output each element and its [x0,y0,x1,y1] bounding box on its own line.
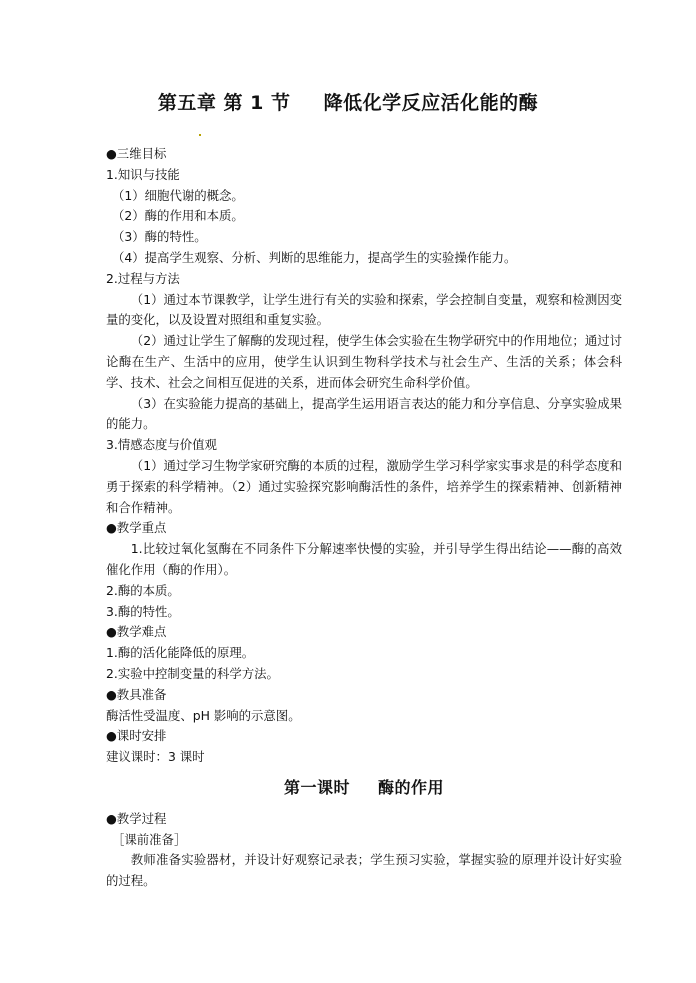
paragraph-e1: （1）通过学习生物学家研究酶的本质的过程，激励学生学习科学家实事求是的科学态度和勇于探索的科学精神。（2）通过实验探究影响酶活性的条件，培养学生的探索精神、创新精神和合作精神。 [106,457,622,515]
paragraph-p-heading: 2.过程与方法 [106,270,180,286]
paragraph-sched1: 建议课时：3 课时 [106,749,205,765]
lesson-topic: 酶的作用 [378,777,445,797]
paragraph-tool1: 酶活性受温度、pH 影响的示意图。 [106,707,301,723]
paragraph-proc-heading: ●教学过程 [106,810,167,826]
paragraph-k4: （4）提高学生观察、分析、判断的思维能力，提高学生的实验操作能力。 [112,249,517,265]
paragraph-k3: （3）酶的特性。 [112,229,207,245]
lesson-title [106,778,622,799]
paragraph-goals-heading: ●三维目标 [106,146,167,161]
title-section: 第 1 节 [223,92,291,114]
paragraph-tool-heading: ●教具准备 [106,686,167,702]
paragraph-diff1: 1.酶的活化能降低的原理。 [106,645,255,661]
paragraph-p2: （2）通过让学生了解酶的发现过程，使学生体会实验在生物学研究中的作用地位；通过讨论酶在生产、生活中的应用，使学生认识到生物科学技术与社会生产、生活的关系；体会科学、技术、社会之间相互促进的关系，进而体会研究生命科学价值。 [106,333,622,390]
paragraph-diff2: 2.实验中控制变量的科学方法。 [106,665,279,681]
content-block-2 [106,809,622,892]
paragraph-k1: （1）细胞代谢的概念。 [112,187,244,203]
paragraph-key3: 3.酶的特性。 [106,603,180,619]
lesson-name: 第一课时 [283,777,350,797]
paragraph-key1: 1.比较过氧化氢酶在不同条件下分解速率快慢的实验，并引导学生得出结论——酶的高效催化作用（酶的作用）。 [106,541,622,577]
paragraph-key2: 2.酶的本质。 [106,582,180,598]
content-block [106,144,622,768]
document-body [106,144,622,892]
paragraph-diff-heading: ●教学难点 [106,624,167,640]
paragraph-k2: （2）酶的作用和本质。 [112,208,244,224]
paragraph-prep-heading: ［课前准备］ [112,831,187,847]
paragraph-sched-heading: ●课时安排 [106,728,167,744]
stray-mark [199,134,201,136]
paragraph-k-heading: 1.知识与技能 [106,166,180,182]
title-chapter: 第五章 [157,92,217,114]
paragraph-prep1: 教师准备实验器材，并设计好观察记录表；学生预习实验，掌握实验的原理并设计好实验的过程。 [106,852,622,889]
paragraph-p1: （1）通过本节课教学，让学生进行有关的实验和探索，学会控制自变量，观察和检测因变量的变化，以及设置对照组和重复实验。 [106,291,622,328]
paragraph-p3: （3）在实验能力提高的基础上，提高学生运用语言表达的能力和分享信息、分享实验成果的能力。 [106,395,622,432]
paragraph-e-heading: 3.情感态度与价值观 [106,437,217,453]
paragraph-key-heading: ●教学重点 [106,520,167,536]
page-title [0,88,696,115]
title-topic: 降低化学反应活化能的酶 [323,92,539,114]
